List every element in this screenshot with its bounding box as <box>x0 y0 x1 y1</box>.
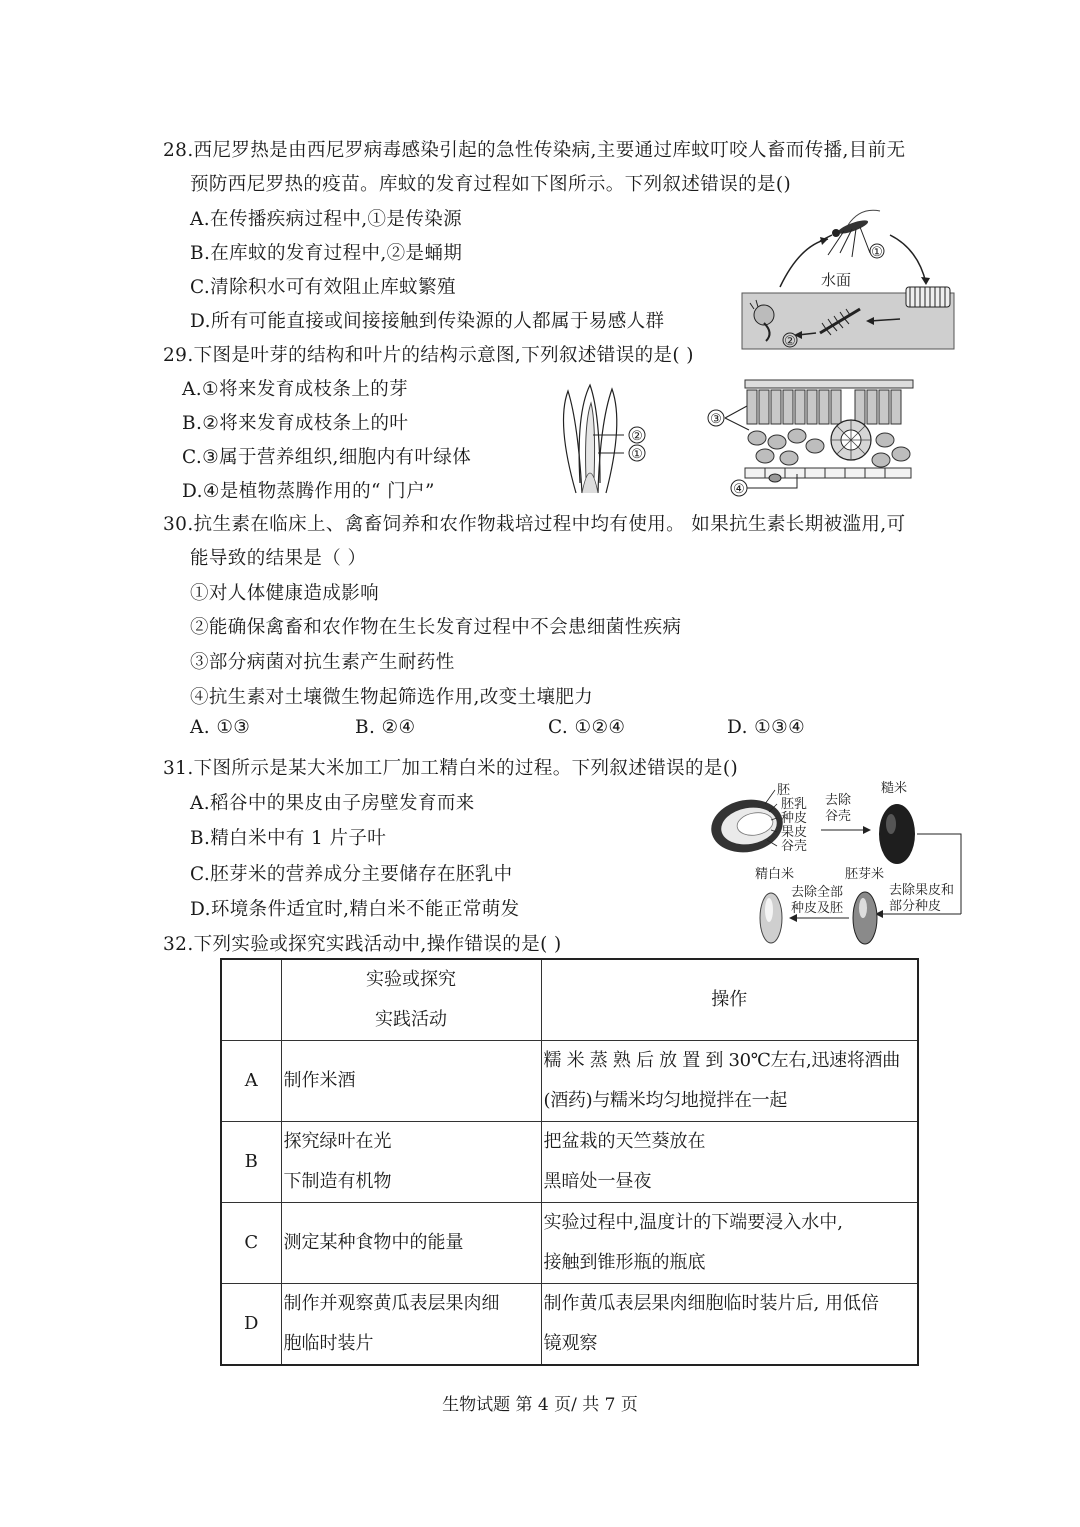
rice-processing-figure <box>705 778 967 952</box>
q28-option-a: A.在传播疾病过程中,①是传染源 <box>190 209 463 230</box>
vein-icon <box>831 420 871 460</box>
step3-line2: 种皮及胚 <box>791 901 844 916</box>
step1-line2: 谷壳 <box>825 809 852 824</box>
water-surface-label: 水面 <box>820 271 852 289</box>
q30-statement-1: ①对人体健康造成影响 <box>190 583 380 604</box>
rice-grain-icon <box>707 794 787 858</box>
q30-stem-line2: 能导致的结果是（ ） <box>190 548 367 569</box>
header-blank-cell <box>221 959 281 1041</box>
q30-stem-line1: 30.抗生素在临床上、禽畜饲养和农作物栽培过程中均有使用。 如果抗生素长期被滥用,可 <box>163 514 906 535</box>
leaf-bud-figure <box>536 383 656 495</box>
row-activity: 制作并观察黄瓜表层果肉细 胞临时装片 <box>281 1284 541 1366</box>
row-letter: D <box>221 1284 281 1366</box>
q32-stem: 32.下列实验或探究实践活动中,操作错误的是( ) <box>163 934 562 955</box>
part-husk-label: 谷壳 <box>781 839 808 854</box>
step2-line2: 部分种皮 <box>889 899 942 914</box>
q28-option-d: D.所有可能直接或间接接触到传染源的人都属于易感人群 <box>190 311 665 332</box>
step3-line1: 去除全部 <box>791 885 844 900</box>
q31-option-c: C.胚芽米的营养成分主要储存在胚乳中 <box>190 864 513 885</box>
table-row <box>221 1041 918 1122</box>
stoma-icon <box>769 474 781 482</box>
step1-line1: 去除 <box>825 793 852 808</box>
q28-option-c: C.清除积水可有效阻止库蚊繁殖 <box>190 277 456 298</box>
header-activity-cell: 实验或探究 实践活动 <box>281 959 541 1041</box>
part-pericarp-label: 果皮 <box>781 825 808 840</box>
row-operation: 糯 米 蒸 熟 后 放 置 到 30℃左右,迅速将酒曲 (酒药)与糯米均匀地搅拌在一起 <box>541 1041 918 1122</box>
brown-rice-icon <box>879 804 915 864</box>
part-embryo-label: 胚 <box>777 783 791 798</box>
q28-option-b: B.在库蚊的发育过程中,②是蛹期 <box>190 243 463 264</box>
q29-mark-2: ② <box>631 429 643 444</box>
q30-statement-4: ④抗生素对土壤微生物起筛选作用,改变土壤肥力 <box>190 687 594 708</box>
mosquito-lifecycle-figure <box>740 205 956 351</box>
q30-statement-2: ②能确保禽畜和农作物在生长发育过程中不会患细菌性疾病 <box>190 617 682 638</box>
q29-stem: 29.下图是叶芽的结构和叶片的结构示意图,下列叙述错误的是( ) <box>163 345 694 366</box>
row-operation: 实验过程中,温度计的下端要浸入水中, 接触到锥形瓶的瓶底 <box>541 1203 918 1284</box>
page-footer: 生物试题 第 4 页/ 共 7 页 <box>442 1395 638 1415</box>
q29-option-d: D.④是植物蒸腾作用的“ 门户” <box>182 481 435 502</box>
q29-option-c: C.③属于营养组织,细胞内有叶绿体 <box>182 447 472 468</box>
row-activity: 测定某种食物中的能量 <box>281 1203 541 1284</box>
step2-line1: 去除果皮和 <box>889 883 955 898</box>
q30-choice-b: B. ②④ <box>355 717 416 738</box>
q31-option-d: D.环境条件适宜时,精白米不能正常萌发 <box>190 899 520 920</box>
row-activity: 探究绿叶在光 下制造有机物 <box>281 1122 541 1203</box>
q30-choice-a: A. ①③ <box>190 717 251 738</box>
leaf-cross-section-figure <box>705 376 915 498</box>
row-letter: B <box>221 1122 281 1203</box>
q31-option-a: A.稻谷中的果皮由子房壁发育而来 <box>190 793 475 814</box>
spongy-cells <box>748 429 910 467</box>
brown-rice-label: 糙米 <box>881 781 908 796</box>
palisade-cells <box>747 390 901 424</box>
q29-mark-1: ① <box>631 447 643 462</box>
part-seed-coat-label: 种皮 <box>781 811 808 826</box>
egg-raft-icon <box>906 287 950 307</box>
q28-stem-line1: 28.西尼罗热是由西尼罗病毒感染引起的急性传染病,主要通过库蚊叮咬人畜而传播,目前无 <box>163 140 906 161</box>
q30-choice-d: D. ①③④ <box>727 717 806 738</box>
table-row <box>221 1284 918 1366</box>
header-operation-cell: 操作 <box>541 959 918 1041</box>
row-operation: 把盆栽的天竺葵放在 黑暗处一昼夜 <box>541 1122 918 1203</box>
q29-option-b: B.②将来发育成枝条上的叶 <box>182 413 409 434</box>
germ-rice-label: 胚芽米 <box>845 867 885 882</box>
q31-stem: 31.下图所示是某大米加工厂加工精白米的过程。下列叙述错误的是() <box>163 758 739 779</box>
q28-mark-2: ② <box>784 334 796 349</box>
experiment-table <box>220 958 919 1366</box>
part-endosperm-label: 胚乳 <box>781 797 808 812</box>
q29-mark-4: ④ <box>733 482 745 497</box>
q29-mark-3: ③ <box>710 412 722 427</box>
white-rice-label: 精白米 <box>755 867 795 882</box>
table-header-row <box>221 959 918 1041</box>
q30-choice-c: C. ①②④ <box>548 717 626 738</box>
q29-option-a: A.①将来发育成枝条上的芽 <box>182 379 409 400</box>
q30-statement-3: ③部分病菌对抗生素产生耐药性 <box>190 652 455 673</box>
table-row <box>221 1122 918 1203</box>
row-letter: C <box>221 1203 281 1284</box>
q28-stem-line2: 预防西尼罗热的疫苗。库蚊的发育过程如下图所示。下列叙述错误的是() <box>190 174 792 195</box>
row-activity: 制作米酒 <box>281 1041 541 1122</box>
table-row <box>221 1203 918 1284</box>
q31-option-b: B.精白米中有 1 片子叶 <box>190 828 387 849</box>
row-operation: 制作黄瓜表层果肉细胞临时装片后, 用低倍 镜观察 <box>541 1284 918 1366</box>
q28-mark-1: ① <box>871 245 883 260</box>
row-letter: A <box>221 1041 281 1122</box>
